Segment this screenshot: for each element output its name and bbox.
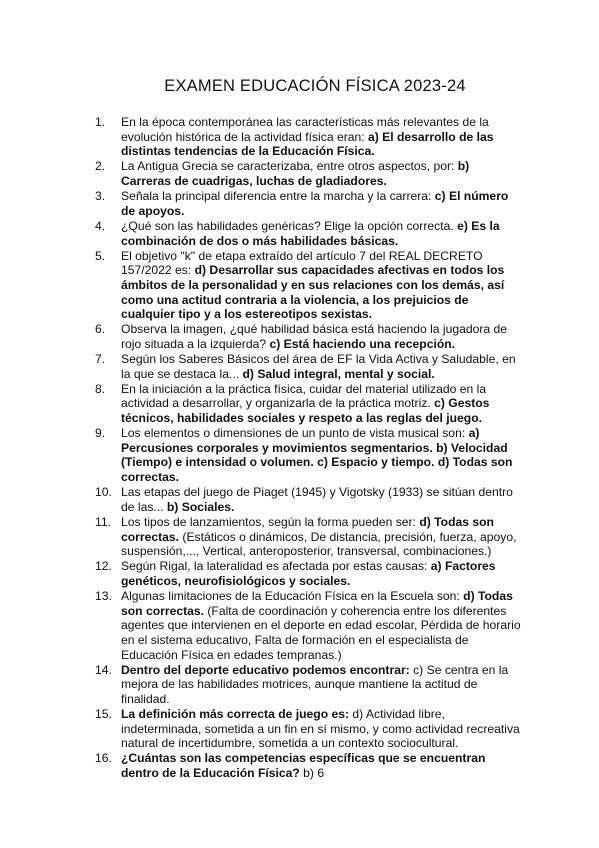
answer-tail: (Falta de coordinación y coherencia entre los diferentes agentes que intervienen en el deporte en edad escolar, Pérdida de horario en el sistema educativo, Falta de formación en el especialista de Educación Física en edades tempranas.) xyxy=(121,603,521,662)
question-text: Algunas limitaciones de la Educación Física en la Escuela son: xyxy=(121,589,464,604)
question-list xyxy=(95,115,521,781)
question-item xyxy=(95,589,521,662)
question-number: 3. xyxy=(95,189,106,204)
answer-tail: (Estáticos o dinámicos, De distancia, precisión, fuerza, apoyo, suspensión,..., Vertical, anteroposterior, transversal, combinaciones.) xyxy=(121,529,517,559)
question-item xyxy=(95,707,521,751)
answer-bold: d) Todas son correctas. xyxy=(121,589,513,618)
exam-title: EXAMEN EDUCACIÓN FÍSICA 2023-24 xyxy=(164,77,466,95)
question-number: 13. xyxy=(95,589,112,604)
question-item xyxy=(95,382,521,426)
question-item xyxy=(95,352,521,381)
question-number: 9. xyxy=(95,426,106,441)
question-text: En la época contemporánea las características más relevantes de la evolución histórica de la actividad física eran: xyxy=(121,115,489,144)
question-number: 1. xyxy=(95,115,106,129)
question-item xyxy=(95,189,521,218)
question-item xyxy=(95,426,521,484)
question-item xyxy=(95,515,521,559)
answer-bold: c) Está haciendo una recepción. xyxy=(269,336,456,351)
question-number: 12. xyxy=(95,559,112,574)
question-text: En la iniciación a la práctica física, cuidar del material utilizado en la actividad a desarrollar, y organizarla de la práctica motriz. xyxy=(121,381,487,411)
question-number: 7. xyxy=(95,352,106,367)
question-item xyxy=(95,485,521,514)
question-number: 16. xyxy=(95,751,112,766)
question-item xyxy=(95,159,521,188)
answer-bold: d) Salud integral, mental y social. xyxy=(242,366,435,381)
question-number: 8. xyxy=(95,381,106,396)
answer-bold: c) Gestos técnicos, habilidades sociales y respeto a las reglas del juego. xyxy=(121,396,490,426)
question-number: 14. xyxy=(95,662,112,677)
question-item xyxy=(95,219,521,248)
answer-bold: d) Desarrollar sus capacidades afectivas en todos los ámbitos de la personalidad y en sus relaciones con los demás, así como una actitud contraria a la violencia, a los prejuicios de cualquier tipo y a los estereotipos sexistas. xyxy=(121,263,505,322)
answer-tail: c) Se centra en la mejora de las habilidades motrices, aunque mantiene la actitud de finalidad. xyxy=(121,662,509,706)
answer-bold: d) Todas son correctas. xyxy=(121,514,494,544)
question-text: La Antigua Grecia se caracterizaba, entre otros aspectos, por: xyxy=(121,159,458,174)
question-text: Las etapas del juego de Piaget (1945) y Vigotsky (1933) se sitúan dentro de las... xyxy=(121,485,513,514)
question-number: 6. xyxy=(95,322,106,337)
question-item xyxy=(95,115,521,159)
question-text: ¿Qué son las habilidades genéricas? Elige la opción correcta. xyxy=(121,218,458,233)
question-text: Señala la principal diferencia entre la marcha y la carrera: xyxy=(121,189,435,204)
question-text: Los tipos de lanzamientos, según la forma pueden ser: xyxy=(121,514,420,529)
question-item xyxy=(95,663,521,707)
answer-bold: c) El número de apoyos. xyxy=(121,189,509,218)
answer-bold: a) Percusiones corporales y movimientos segmentarios. b) Velocidad (Tiempo) e intensidad o volumen. c) Espacio y tiempo. d) Todas son correctas. xyxy=(121,426,513,484)
question-text: Los elementos o dimensiones de un punto de vista musical son: xyxy=(121,426,469,441)
question-text: El objetivo "k" de etapa extraído del artículo 7 del REAL DECRETO 157/2022 es: xyxy=(121,248,483,278)
question-item xyxy=(95,249,521,322)
answer-bold: e) Es la combinación de dos o más habilidades básicas. xyxy=(121,218,500,248)
answer-bold: a) Factores genéticos, neurofisiológicos y sociales. xyxy=(121,559,496,588)
question-text: Observa la imagen, ¿qué habilidad básica está haciendo la jugadora de rojo situada a la izquierda? xyxy=(121,322,508,351)
question-item xyxy=(95,751,521,780)
question-number: 2. xyxy=(95,159,106,174)
question-number: 10. xyxy=(95,485,112,500)
question-number: 15. xyxy=(95,707,112,722)
question-text: Según Rigal, la lateralidad es afectada por estas causas: xyxy=(121,559,431,574)
question-number: 4. xyxy=(95,218,106,233)
answer-bold: b) Sociales. xyxy=(166,499,235,514)
answer-bold: ¿Cuántas son las competencias específicas que se encuentran dentro de la Educación Física? xyxy=(121,751,486,781)
answer-bold: a) El desarrollo de las distintas tendencias de la Educación Física. xyxy=(121,129,494,159)
question-number: 11. xyxy=(95,514,111,529)
answer-tail: d) Actividad libre, indeterminada, sometida a un fin en sí mismo, y como actividad recreativa natural de incertidumbre, sometida a un contexto sociocultural. xyxy=(121,707,520,751)
question-text: Según los Saberes Básicos del área de EF la Vida Activa y Saludable, en la que se destaca la... xyxy=(121,352,516,381)
question-item xyxy=(95,559,521,588)
answer-tail: b) 6 xyxy=(299,766,325,781)
answer-bold: Dentro del deporte educativo podemos encontrar: xyxy=(121,662,410,677)
question-number: 5. xyxy=(95,248,106,263)
answer-bold: b) Carreras de cuadrigas, luchas de gladiadores. xyxy=(121,159,470,188)
question-item xyxy=(95,322,521,351)
answer-bold: La definición más correcta de juego es: xyxy=(121,707,350,722)
